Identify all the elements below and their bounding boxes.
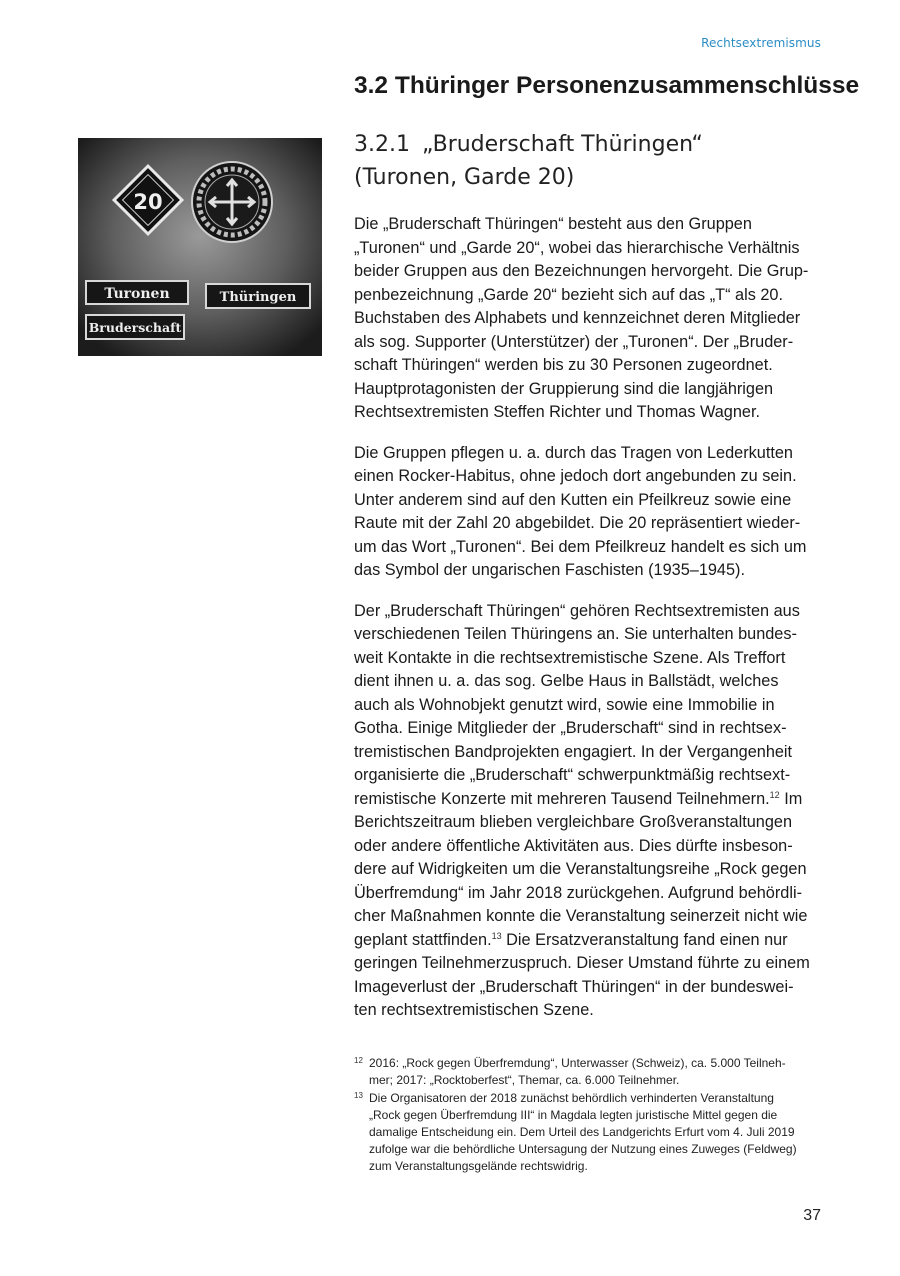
footnote-text: Die Organisatoren der 2018 zunächst behördlich verhinderten Veranstaltung „Rock gegen Überfremdung III“ in Magdala legten juristische Mittel gegen die damalige Entscheidung ein. Dem Urteil des Landgerichts Erfurt vom 4. Juli 2019 zufolge war die behördliche Untersagung der Nutzung eines Zuweges (Feldweg) zum Veranstaltungsgelände rechtswidrig.: [369, 1091, 797, 1173]
patches-photo: [78, 138, 322, 356]
thueringen-patch: [206, 284, 310, 308]
paragraph-3-part-c: Die Ersatzveranstaltung fand einen nur geringen Teilnehmerzuspruch. Dieser Umstand führte zu einem Imageverlust der „Bruderschaft Thüringen“ in der bundeswei- ten rechtsextremistischen Szene.: [354, 930, 810, 1019]
running-head: Rechtsextremismus: [701, 36, 821, 50]
patch-turonen-text: Turonen: [104, 286, 170, 302]
footnote-text: 2016: „Rock gegen Überfremdung“, Unterwasser (Schweiz), ca. 5.000 Teilneh- mer; 2017: „Rocktoberfest“, Themar, ca. 6.000 Teilnehmer.: [369, 1056, 786, 1087]
paragraph-3: [354, 600, 824, 1023]
footnote-number: 12: [354, 1056, 363, 1065]
subsection-number: 3.2.1: [354, 132, 410, 157]
footnote-ref-13[interactable]: 13: [491, 930, 502, 941]
subsection-title: [354, 128, 824, 194]
paragraph-2: Die Gruppen pflegen u. a. durch das Tragen von Lederkutten einen Rocker-Habitus, ohne jedoch dort angebunden zu sein. Unter anderem sind auf den Kutten ein Pfeilkreuz sowie eine Raute mit der Zahl 20 abgebildet. Die 20 repräsentiert wieder- um das Wort „Turonen“. Bei dem Pfeilkreuz handelt es sich um das Symbol der ungarischen Faschisten (1935–1945).: [354, 443, 807, 579]
patch-20-text: 20: [133, 190, 163, 214]
page-number: 37: [803, 1207, 821, 1224]
footnote-number: 13: [354, 1091, 363, 1100]
paragraph-3-part-a: Der „Bruderschaft Thüringen“ gehören Rechtsextremisten aus verschiedenen Teilen Thüringens an. Sie unterhalten bundes- weit Kontakte in die rechtsextremistische Szene. Als Treffort dient ihnen u. a. das sog. Gelbe Haus in Ballstädt, welches auch als Wohnobjekt genutzt wird, sowie eine Immobilie in Gotha. Einige Mitglieder der „Bruderschaft“ sind in rechtsex- tremistischen Bandprojekten engagiert. In der Vergangenheit organisierte die „Bruderschaft“ schwerpunktmäßig rechtsext- remistische Konzerte mit mehreren Tausend Teilnehmern.: [354, 601, 800, 808]
arrow-cross-patch: [192, 162, 272, 242]
footnotes: [354, 1055, 824, 1176]
paragraph-1: Die „Bruderschaft Thüringen“ besteht aus den Gruppen „Turonen“ und „Garde 20“, wobei das hierarchische Verhältnis beider Gruppen aus den Bezeichnungen hervorgeht. Die Grup- penbezeichnung „Garde 20“ bezieht sich auf das „T“ als 20. Buchstaben des Alphabets und kennzeichnet deren Mitglieder als sog. Supporter (Unterstützer) der „Turonen“. Der „Bruder- schaft Thüringen“ werden bis zu 30 Personen zugeordnet. Hauptprotagonisten der Gruppierung sind die langjährigen Rechtsextremisten Steffen Richter und Thomas Wagner.: [354, 215, 809, 421]
patch-bruderschaft-text: Bruderschaft: [88, 320, 182, 335]
turonen-patch: [86, 281, 188, 304]
footnote-12: [354, 1055, 824, 1089]
paragraph-3-part-b: Im Berichtszeitraum blieben vergleichbare Großveranstaltungen oder andere öffentliche Aktivitäten aus. Dies dürfte insbeson- dere auf Widrigkeiten um die Veranstaltungsreihe „Rock gegen Überfremdung“ im Jahr 2018 zurückgehen. Aufgrund behördli- cher Maßnahmen konnte die Veranstaltung seinerzeit nicht wie geplant stattfinden.: [354, 789, 808, 949]
body-text: [354, 213, 824, 1040]
subsection-title-line1: „Bruderschaft Thüringen“: [421, 132, 703, 157]
patch-thueringen-text: Thüringen: [219, 290, 297, 305]
patches-illustration: [78, 138, 322, 356]
bruderschaft-patch: [86, 315, 184, 339]
footnote-ref-12[interactable]: 12: [769, 789, 780, 800]
section-title: 3.2 Thüringer Personenzusammenschlüsse: [354, 72, 860, 99]
subsection-title-line2: (Turonen, Garde 20): [354, 165, 575, 190]
footnote-13: [354, 1090, 824, 1175]
